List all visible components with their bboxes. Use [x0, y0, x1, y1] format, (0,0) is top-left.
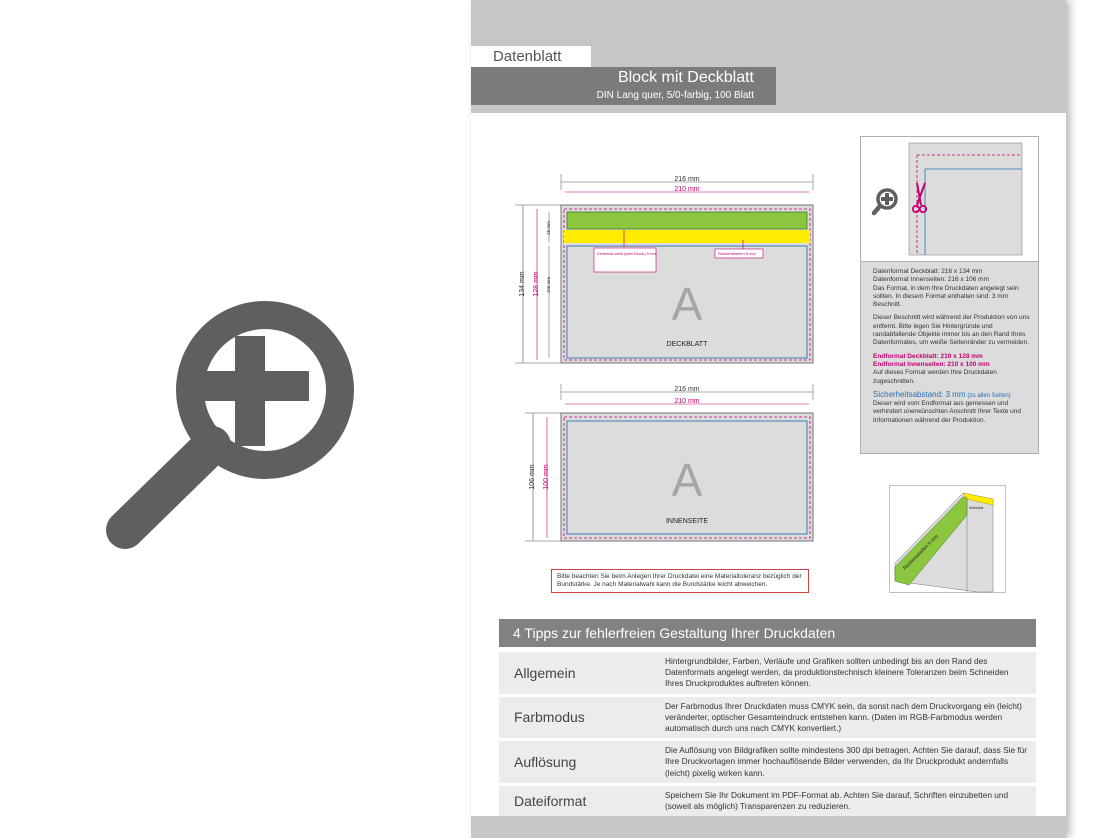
cover-width-inner: 210 mm [674, 186, 700, 193]
product-title: Block mit Deckblatt [617, 69, 754, 86]
tips-title: 4 Tipps zur fehlerfreien Gestaltung Ihrer Druckdaten [499, 619, 1036, 647]
cover-letter: A [671, 278, 703, 330]
cover-callout-right: Rückenstreifen 5 mm [718, 251, 756, 256]
spine-detail-graphic [889, 485, 1006, 593]
tips-table [499, 652, 1036, 819]
cover-width-outer: 216 mm [674, 176, 700, 183]
tip-label-dateiformat: Dateiformat [514, 793, 587, 810]
format-info-text [861, 261, 1038, 453]
cover-drawing [515, 174, 813, 363]
tip-label-farbmodus: Farbmodus [514, 709, 585, 726]
spine-sub-label: Klebefalz [969, 506, 984, 510]
format-info-box [860, 136, 1039, 454]
spine-label: Rückenstreifen 5 mm [902, 533, 940, 572]
end-format-inner: Endformat Innenseiten: 210 x 100 mm [873, 360, 990, 368]
inner-width-outer: 216 mm [674, 386, 700, 393]
tip-text-aufloesung: Die Auflösung von Bildgrafiken sollte mindestens 300 dpi betragen. Achten Sie darauf, dass Sie für Ihre Druckvorlagen immer hochauflösende Bilder verwenden, da Ihr Druckprodukt andernfalls (leicht) pixelig wirken kann. [665, 745, 1028, 778]
bleed-detail-graphic [861, 137, 1038, 261]
inner-drawing [525, 384, 813, 541]
tip-label-allgemein: Allgemein [514, 664, 576, 681]
cover-height-top: 28 mm [546, 221, 551, 235]
inner-width-inner: 210 mm [674, 398, 700, 405]
inner-label: INNENSEITE [665, 518, 709, 525]
cover-callout-left: Klebefalz weiß (kein Druck) 5 mm [597, 251, 657, 256]
cover-height-side: 106 mm [546, 276, 551, 294]
cover-height-outer: 134 mm [519, 271, 526, 297]
material-tolerance-note: Bitte beachten Sie beim Anlegen Ihrer Druckdatei eine Materialtoleranz bezüglich der Bundstärke. Je nach Materialwahl kann die Bundstärke leicht abweichen. [551, 569, 809, 593]
product-title-bar [471, 67, 776, 105]
cover-height-inner: 128 mm [533, 271, 540, 297]
table-row [499, 697, 1036, 739]
table-row [499, 786, 1036, 816]
end-format-note: Auf dieses Format werden Ihre Druckdaten zugeschnitten. [873, 369, 997, 385]
inner-letter: A [671, 454, 703, 506]
tip-text-allgemein: Hintergrundbilder, Farben, Verläufe und Grafiken sollten unbedingt bis an den Rand des Datenformats angelegt werden, da produktionstechnisch kleinere Toleranzen beim Schneiden Ihres Druckproduktes auftreten können. [665, 656, 1009, 689]
datasheet-page [471, 0, 1066, 838]
zoom-in-icon[interactable] [100, 285, 360, 555]
zoom-in-icon [874, 190, 896, 213]
table-row [499, 741, 1036, 783]
inner-height-inner: 100 mm [543, 464, 550, 490]
data-format-cover: Datenformat Deckblatt: 216 x 134 mm [873, 268, 983, 275]
data-format-note: Das Format, in dem Ihre Druckdaten angelegt sein sollten. In diesem Format enthalten sind: 3 mm Beschnitt. [873, 284, 1019, 309]
cover-label: DECKBLATT [666, 341, 708, 348]
datasheet-tag: Datenblatt [471, 46, 591, 67]
bleed-note: Dieser Beschnitt wird während der Produktion von uns entfernt. Bitte legen Sie Hintergründe und randabfallende Objekte immer bis an den Rand Ihres Datenformates, um weiße Seitenränder zu vermeiden. [873, 314, 1030, 347]
safety-margin-suffix: (zu allen Seiten) [967, 392, 1011, 399]
technical-drawings [511, 160, 831, 560]
table-row [499, 652, 1036, 694]
bleed-detail [861, 137, 1038, 261]
inner-height-outer: 106 mm [529, 464, 536, 490]
safety-margin-text: Dieser wird vom Endformat aus gemessen und verhindert unerwünschten Anschnitt Ihrer Texte und Informationen während der Produktion. [873, 400, 1022, 424]
end-format-cover: Endformat Deckblatt: 210 x 128 mm [873, 352, 983, 360]
tip-text-dateiformat: Speichern Sie Ihr Dokument im PDF-Format ab. Achten Sie darauf, Schriften einzubetten und (soweit als möglich) Transparenzen zu reduzieren. [665, 789, 1009, 812]
tip-label-aufloesung: Auflösung [514, 754, 577, 771]
product-subtitle: DIN Lang quer, 5/0-farbig, 100 Blatt [596, 90, 754, 101]
data-format-inner: Datenformat Innenseiten: 216 x 106 mm [873, 276, 989, 284]
tip-text-farbmodus: Der Farbmodus Ihrer Druckdaten muss CMYK sein, da sonst nach dem Druckvorgang ein (leicht) veränderter, optischer Gesamteindruck entstehen kann. (Daten im RGB-Farbmodus werden automatisch durch uns nach CMYK konvertiert.) [665, 700, 1022, 734]
page-footer-band [471, 816, 1066, 838]
safety-margin-title: Sicherheitsabstand: 3 mm [873, 389, 966, 399]
